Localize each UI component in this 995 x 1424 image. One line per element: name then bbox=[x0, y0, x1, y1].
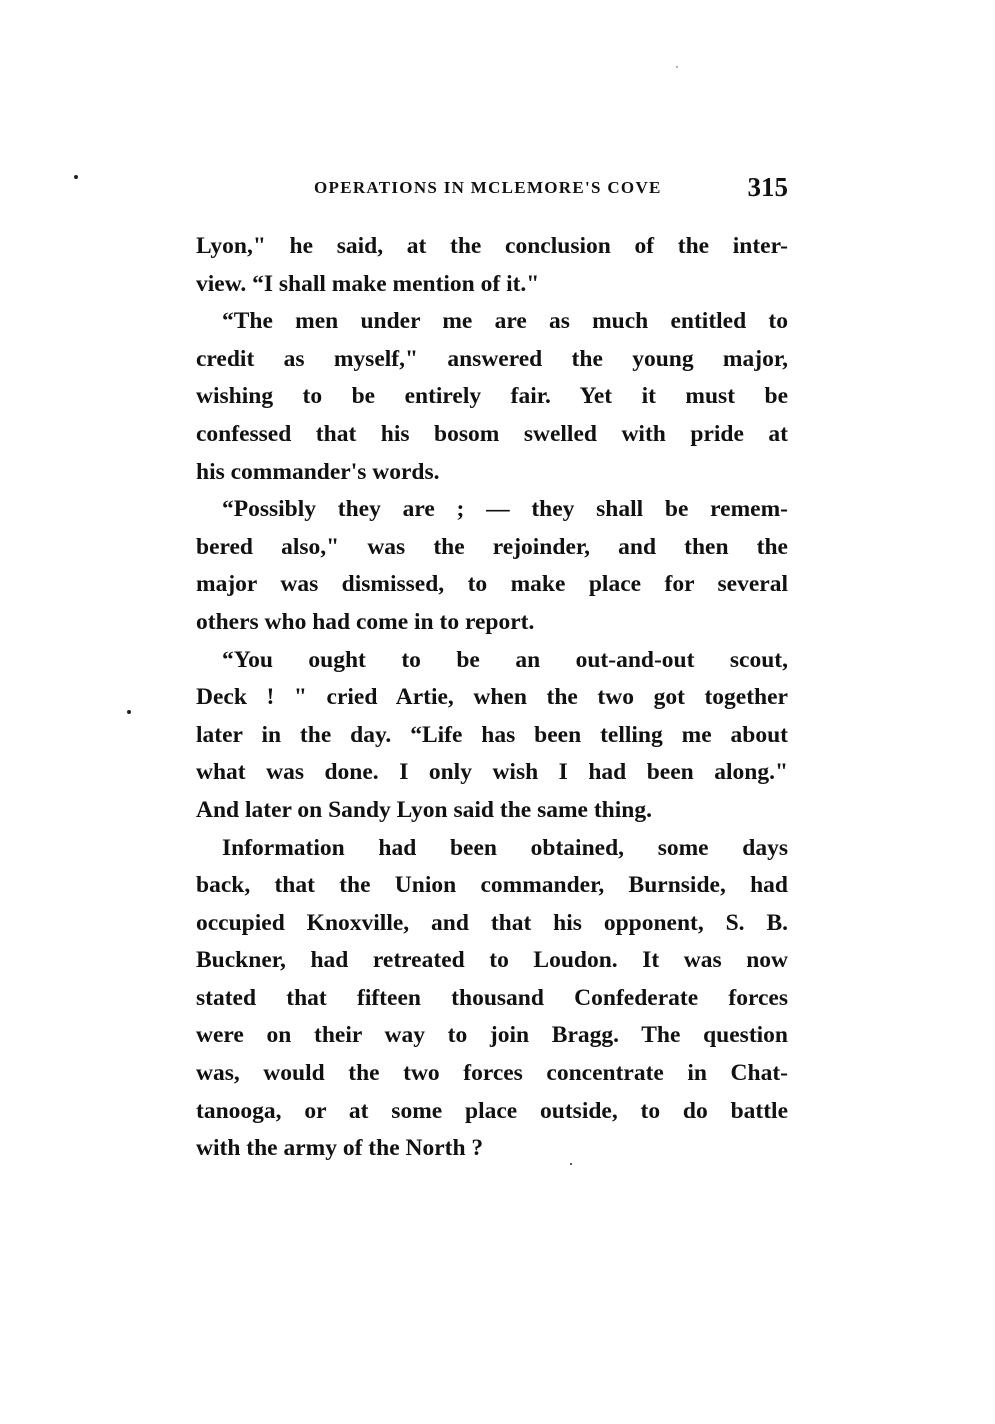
scan-speck bbox=[74, 175, 78, 179]
text-line: major was dismissed, to make place for several bbox=[196, 571, 788, 598]
text-line: wishing to be entirely fair. Yet it must be bbox=[196, 383, 788, 410]
text-line: back, that the Union commander, Burnside, had bbox=[196, 872, 788, 899]
text-line: “You ought to be an out-and-out scout, bbox=[222, 646, 788, 673]
text-line: what was done. I only wish I had been along." bbox=[196, 759, 788, 786]
scan-speck bbox=[676, 66, 678, 68]
text-line: tanooga, or at some place outside, to do battle bbox=[196, 1097, 788, 1124]
text-line: And later on Sandy Lyon said the same thing. bbox=[196, 796, 652, 823]
text-line: later in the day. “Life has been telling me about bbox=[196, 721, 788, 748]
text-line: were on their way to join Bragg. The question bbox=[196, 1022, 788, 1049]
text-line: occupied Knoxville, and that his opponent, S. B. bbox=[196, 909, 788, 936]
running-head bbox=[196, 172, 788, 212]
text-line: “The men under me are as much entitled to bbox=[222, 308, 788, 335]
text-line: confessed that his bosom swelled with pride at bbox=[196, 420, 788, 447]
text-line: others who had come in to report. bbox=[196, 608, 535, 635]
text-line: stated that fifteen thousand Confederate forces bbox=[196, 984, 788, 1011]
text-line: Deck ! " cried Artie, when the two got together bbox=[196, 684, 788, 711]
text-line: Buckner, had retreated to Loudon. It was now bbox=[196, 947, 788, 974]
text-line: credit as myself," answered the young major, bbox=[196, 345, 788, 372]
scan-speck bbox=[127, 710, 131, 714]
text-line: Lyon," he said, at the conclusion of the inter- bbox=[196, 233, 788, 259]
text-line: view. “I shall make mention of it." bbox=[196, 270, 540, 297]
text-line: bered also," was the rejoinder, and then the bbox=[196, 533, 788, 560]
body-text bbox=[196, 228, 788, 1168]
text-line: his commander's words. bbox=[196, 458, 440, 485]
text-line: Information had been obtained, some days bbox=[222, 834, 788, 861]
text-line: was, would the two forces concentrate in Chat- bbox=[196, 1060, 788, 1087]
running-head-title: OPERATIONS IN MCLEMORE'S COVE bbox=[314, 178, 662, 197]
text-line: with the army of the North ? bbox=[196, 1135, 484, 1162]
scan-speck bbox=[570, 1163, 572, 1165]
text-line: “Possibly they are ; — they shall be remem- bbox=[222, 496, 788, 523]
page-number: 315 bbox=[747, 172, 788, 202]
